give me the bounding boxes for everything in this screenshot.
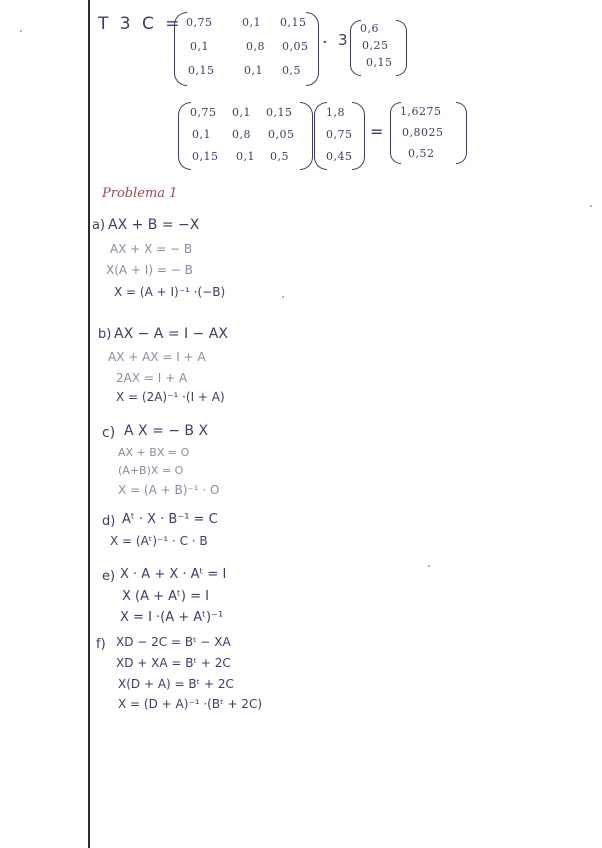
paper-speck [590,205,592,207]
part-f-line-2: XD + XA = Bᵗ + 2C [116,656,231,670]
eq1-matrix-cell: 0,5 [282,64,301,77]
part-c-line-4: X = (A + B)⁻¹ · O [118,483,220,497]
part-f-label: f) [96,637,106,652]
paper-speck [428,565,430,567]
eq1-vector-right-bracket [396,20,407,76]
part-d-label: d) [102,514,116,529]
eq2-matrix-cell: 0,1 [192,128,211,141]
eq2-vector-cell: 1,8 [326,106,345,119]
part-b-line-3: 2AX = I + A [116,371,188,385]
eq2-matrix-cell: 0,5 [270,150,289,163]
eq1-matrix-cell: 0,05 [282,40,309,53]
part-b-label: b) [98,327,112,342]
part-d-line-1: Aᵗ · X · B⁻¹ = C [122,512,218,527]
eq2-matrix-cell: 0,1 [236,150,255,163]
eq2-matrix-cell: 0,8 [232,128,251,141]
eq2-matrix-cell: 0,75 [190,106,217,119]
eq1-vector-cell: 0,15 [366,56,393,69]
part-c-line-3: (A+B)X = O [118,464,184,477]
eq1-matrix-cell: 0,8 [246,40,265,53]
part-a-line-4: X = (A + I)⁻¹ ·(−B) [114,285,226,299]
eq1-matrix-cell: 0,1 [190,40,209,53]
eq2-matrix-cell: 0,1 [232,106,251,119]
part-c-line-1: A X = − B X [124,423,209,439]
eq2-equals: = [370,122,384,141]
eq1-matrix-cell: 0,15 [280,16,307,29]
part-c-label: c) [102,425,116,441]
eq2-result-right-bracket [456,102,467,164]
part-a-line-2: AX + X = − B [110,242,193,256]
part-f-line-4: X = (D + A)⁻¹ ·(Bᵗ + 2C) [118,697,263,711]
part-e-label: e) [102,569,116,584]
eq2-vector-cell: 0,45 [326,150,353,163]
eq2-matrix-cell: 0,05 [268,128,295,141]
part-e-line-3: X = I ·(A + Aᵗ)⁻¹ [120,610,224,625]
part-e-line-1: X · A + X · Aᵗ = I [120,567,227,582]
part-f-line-1: XD − 2C = Bᵗ − XA [116,635,231,649]
margin-line [88,0,90,848]
part-a-line-3: X(A + I) = − B [106,263,193,277]
eq2-result-cell: 0,8025 [402,126,444,139]
part-c-line-2: AX + BX = O [118,446,190,459]
eq1-scalar: 3 [338,31,348,49]
problem-heading: Problema 1 [102,186,178,201]
part-b-line-1: AX − A = I − AX [114,326,228,342]
eq1-vector-cell: 0,6 [360,22,379,35]
eq2-result-cell: 0,52 [408,147,435,160]
eq1-matrix-cell: 0,75 [186,16,213,29]
part-b-line-2: AX + AX = I + A [108,350,206,364]
part-f-line-3: X(D + A) = Bᵗ + 2C [118,677,234,691]
part-a-line-1: AX + B = −X [108,217,200,233]
eq1-matrix-cell: 0,1 [244,64,263,77]
eq1-vector-cell: 0,25 [362,39,389,52]
eq1-lhs: T 3 C = [98,14,183,34]
eq1-matrix-cell: 0,1 [242,16,261,29]
eq2-matrix-cell: 0,15 [266,106,293,119]
eq1-times: · [322,32,328,53]
part-e-line-2: X (A + Aᵗ) = I [122,589,209,604]
eq2-vector-cell: 0,75 [326,128,353,141]
eq2-matrix-right-bracket [300,102,313,170]
eq1-matrix-cell: 0,15 [188,64,215,77]
eq2-result-cell: 1,6275 [400,105,442,118]
part-b-line-4: X = (2A)⁻¹ ·(I + A) [116,390,225,404]
part-a-label: a) [92,218,106,233]
paper-speck [282,296,284,298]
paper-speck [20,30,22,32]
eq2-matrix-cell: 0,15 [192,150,219,163]
part-d-line-2: X = (Aᵗ)⁻¹ · C · B [110,534,208,548]
eq2-vector-right-bracket [352,102,365,170]
